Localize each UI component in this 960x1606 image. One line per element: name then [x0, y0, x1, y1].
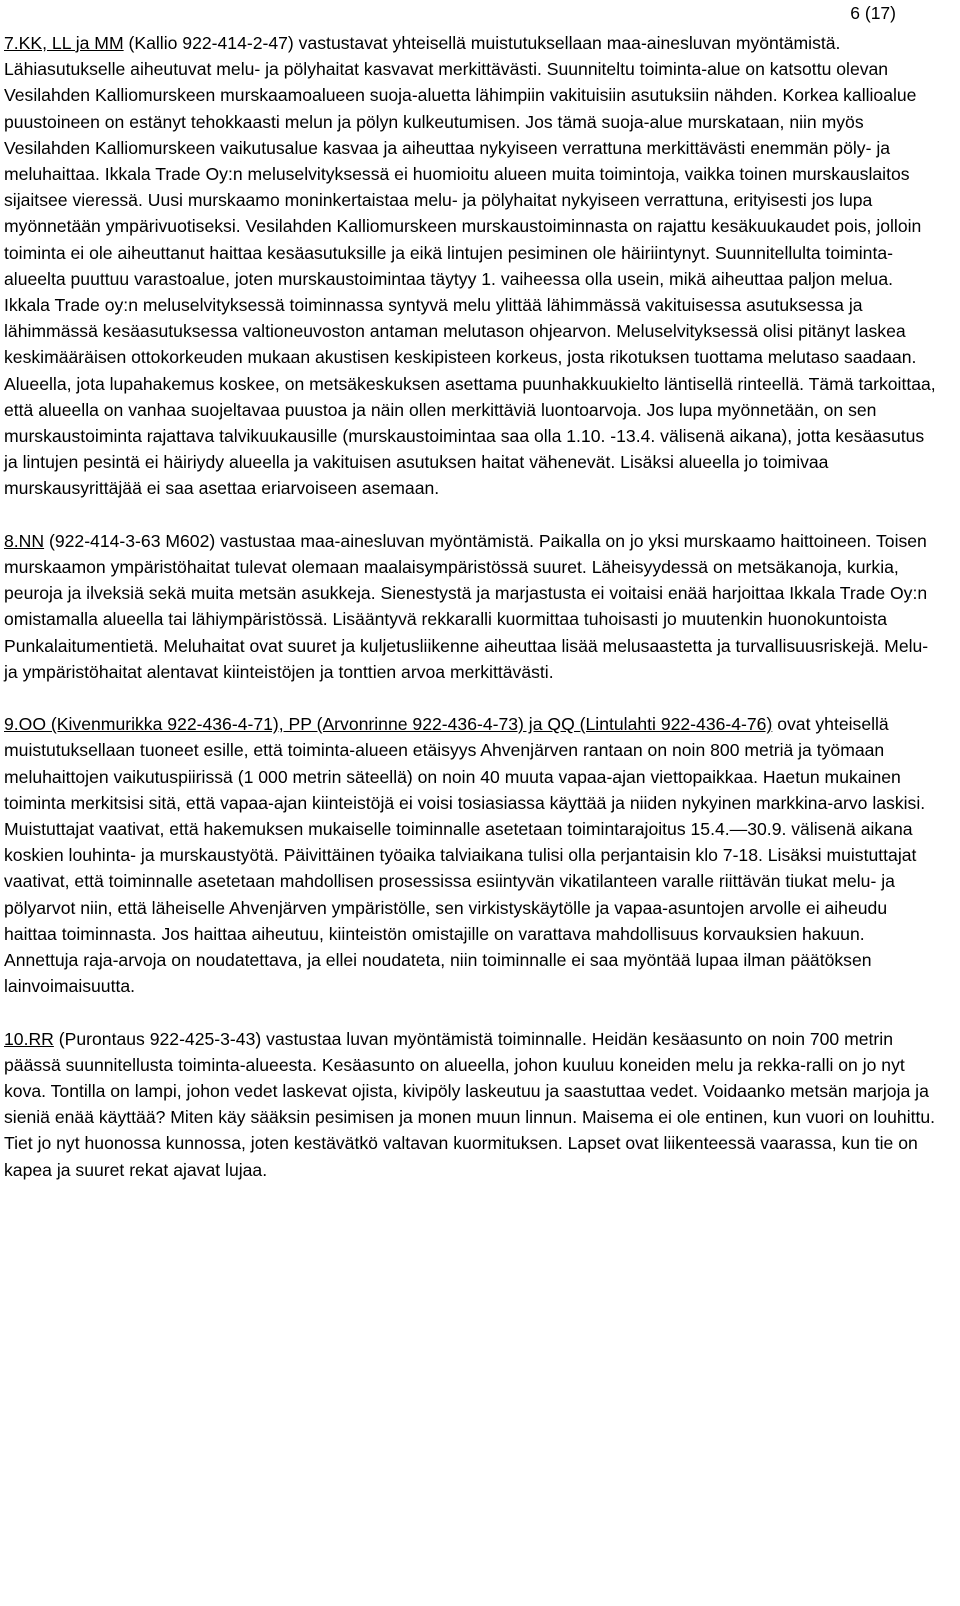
objection-paragraph-7: [4, 30, 940, 502]
objector-names-7: 7.KK, LL ja MM: [4, 33, 124, 53]
objection-text-7: (Kallio 922-414-2-47) vastustavat yhteisellä muistutuksellaan maa-ainesluvan myöntämistä. Lähiasutukselle aiheutuvat melu- ja pölyhaitat kasvavat merkittävästi. Suunniteltu toiminta-alue on katsottu olevan Vesilahden Kalliomurskeen murskaamoalueen suoja-aluetta lähimpiin vakituisiin asutuksiin nähden. Korkea kallioalue puustoineen on estänyt tehokkaasti melun ja pölyn kulkeutumisen. Jos tämä suoja-alue murskataan, niin myös Vesilahden Kalliomurskeen vaikutusalue kasvaa ja aiheuttaa nykyiseen verrattuna merkittävästi enemmän pöly- ja meluhaittaa. Ikkala Trade Oy:n meluselvityksessä ei huomioitu alueen muita toimintoja, vaikka toinen murskauslaitos sijaitsee vieressä. Uusi murskaamo moninkertaistaa melu- ja pölyhaitat nykyiseen verrattuna, erityisesti jos lupa myönnetään ympärivuotiseksi. Vesilahden Kalliomurskeen murskaustoiminnasta on rajattu kesäkuukaudet pois, jolloin toiminta ei ole aiheuttanut haittaa kesäasutuksille ja eikä lintujen pesiminen ole häiriintynyt. Suunnitellulta toiminta-alueelta puuttuu varastoalue, joten murskaustoimintaa täytyy 1. vaiheessa olla usein, mikä aiheuttaa paljon melua. Ikkala Trade oy:n meluselvityksessä toiminnassa syntyvä melu ylittää lähimmässä vakituisessa asutuksessa ja lähimmässä kesäasutuksessa valtioneuvoston antaman melutason ohjearvon. Meluselvityksessä olisi pitänyt laskea keskimääräisen ottokorkeuden mukaan akustisen keskipisteen korkeus, josta rikotuksen tuottama melutaso saadaan. Alueella, jota lupahakemus koskee, on metsäkeskuksen asettama puunhakkuukielto läntisellä rinteellä. Tämä tarkoittaa, että alueella on vanhaa suojeltavaa puustoa ja näin ollen merkittäviä luontoarvoja. Jos lupa myönnetään, on sen murskaustoiminta rajattava talvikuukausille (murskaustoimintaa saa olla 1.10. -13.4. välisenä aikana), jotta kesäasutus ja lintujen pesintä ei häiriydy alueella ja vakituisen asutuksen haitat vähenevät. Lisäksi alueella jo toimivaa murskausyrittäjää ei saa asettaa eriarvoiseen asemaan.: [4, 33, 936, 499]
objector-names-9: 9.OO (Kivenmurikka 922-436-4-71), PP (Arvonrinne 922-436-4-73) ja QQ (Lintulahti 922-436-4-76): [4, 714, 773, 735]
objector-names-10: 10.RR: [4, 1028, 54, 1049]
objection-paragraph-10: [4, 1026, 940, 1183]
page-number: 6 (17): [850, 3, 896, 23]
objection-text-8: (922-414-3-63 M602) vastustaa maa-ainesluvan myöntämistä. Paikalla on jo yksi murskaamo haittoineen. Toisen murskaamon ympäristöhaitat tulevat olemaan maalaisympäristössä suuret. Läheisyydessä on metsäkanoja, kurkia, peuroja ja ilveksiä sekä muita metsän asukkeja. Sienestystä ja marjastusta ei voitaisi enää harjoittaa Ikkala Trade Oy:n omistamalla alueella tai lähiympäristössä. Lisääntyvä rekkaralli kuormittaa tuhoisasti jo muutenkin huonokuntoista Punkalaitumentietä. Meluhaitat ovat suuret ja kuljetusliikenne aiheuttaa lisää melusaastetta ja turvallisuusriskejä. Melu- ja ympäristöhaitat alentavat kiinteistöjen ja tonttien arvoa merkittävästi.: [4, 530, 929, 682]
document-body: [4, 30, 940, 1183]
objection-paragraph-9: [4, 711, 940, 999]
objection-text-9: ovat yhteisellä muistutuksellaan tuoneet esille, että toiminta-alueen etäisyys Ahvenjärven rantaan on noin 800 metriä ja työmaan meluhaittojen vaikutuspiirissä (1 000 metrin säteellä) on noin 40 muuta vapaa-ajan viettopaikkaa. Haetun mukainen toiminta merkitsisi sitä, että vapaa-ajan kiinteistöjä ei voisi tosiasiassa käyttää ja niiden nykyinen markkina-arvo laskisi. Muistuttajat vaativat, että hakemuksen mukaiselle toiminnalle asetetaan toimintarajoitus 15.4.—30.9. välisenä aikana koskien louhinta- ja murskaustyötä. Päivittäinen työaika talviaikana tulisi olla perjantaisin klo 7-18. Lisäksi muistuttajat vaativat, että toiminnalle asetetaan mahdollisen prosessissa esiintyvän vikatilanteen varalle riittävän tiukat melu- ja pölyarvot niin, että läheiselle Ahvenjärven ympäristölle, sen virkistyskäytölle ja vapaa-asuntojen arvolle ei aiheudu haittaa toiminnasta. Jos haittaa aiheutuu, kiinteistön omistajille on varattava mahdollisuus korvauksien hakuun. Annettuja raja-arvoja on noudatettava, ja ellei noudateta, niin toiminnalle ei saa myöntää lupaa ilman päätöksen lainvoimaisuutta.: [4, 714, 926, 997]
objection-paragraph-8: [4, 528, 940, 685]
objector-names-8: 8.NN: [4, 530, 45, 551]
objection-text-10: (Purontaus 922-425-3-43) vastustaa luvan myöntämistä toiminnalle. Heidän kesäasunto on noin 700 metrin päässä suunnitellusta toiminta-alueesta. Kesäasunto on alueella, johon kuuluu koneiden melu ja rekka-ralli on jo nyt kova. Tontilla on lampi, johon vedet laskevat ojista, kivipöly laskeutuu ja saastuttaa vedet. Voidaanko metsän marjoja ja sieniä enää käyttää? Miten käy sääksin pesimisen ja monen muun linnun. Maisema ei ole entinen, kun vuori on louhittu. Tiet jo nyt huonossa kunnossa, joten kestävätkö valtavan kuormituksen. Lapset ovat liikenteessä vaarassa, kun tie on kapea ja suuret rekat ajavat lujaa.: [4, 1028, 936, 1180]
